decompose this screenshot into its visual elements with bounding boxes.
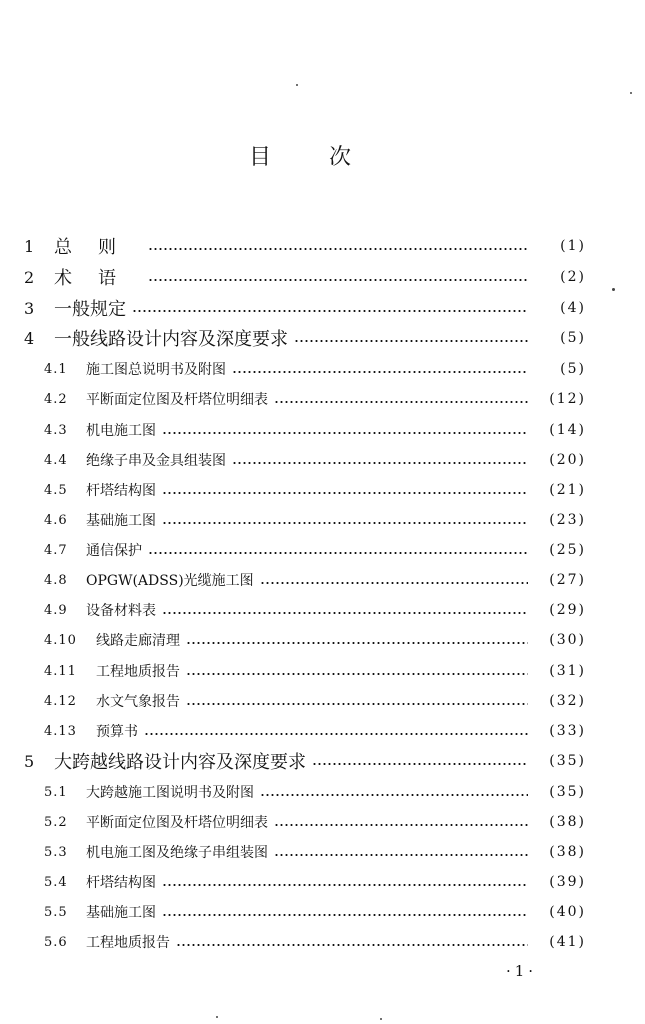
- entry-page: (35): [549, 753, 586, 769]
- toc-entry-5-6[interactable]: [44, 930, 586, 954]
- dot-leader: [294, 340, 528, 342]
- toc-entry-5-3[interactable]: [44, 840, 586, 864]
- entry-number: 3: [24, 298, 35, 318]
- toc-entry-5-4[interactable]: [44, 870, 586, 894]
- page-number: ·1·: [506, 962, 538, 980]
- entry-label: 大跨越施工图说明书及附图: [86, 785, 254, 801]
- toc-entry-4[interactable]: [24, 326, 586, 350]
- toc-entry-4-4[interactable]: [44, 448, 586, 472]
- scan-speck: [380, 1018, 382, 1020]
- entry-label: 术语: [54, 268, 142, 289]
- entry-page: (2): [560, 269, 586, 285]
- entry-page: (23): [549, 512, 586, 528]
- entry-page: (5): [560, 361, 586, 377]
- dot-leader: [274, 824, 528, 826]
- entry-number: 4: [24, 328, 35, 348]
- entry-label: 施工图总说明书及附图: [86, 362, 226, 378]
- entry-number: 4.9: [44, 602, 68, 618]
- entry-number: 5.4: [44, 874, 68, 890]
- dot-leader: [186, 642, 528, 644]
- entry-page: (30): [549, 632, 586, 648]
- entry-number: 4.2: [44, 391, 68, 407]
- entry-number: 4.7: [44, 542, 68, 558]
- entry-page: (12): [549, 391, 586, 407]
- entry-page: (39): [549, 874, 586, 890]
- dot-leader: [186, 673, 528, 675]
- toc-entry-4-6[interactable]: [44, 508, 586, 532]
- entry-number: 4.4: [44, 452, 68, 468]
- dot-leader: [162, 522, 528, 524]
- entry-number: 5.6: [44, 934, 68, 950]
- dot-leader: [232, 462, 528, 464]
- dot-leader: [260, 582, 528, 584]
- toc-entry-1[interactable]: [24, 234, 586, 258]
- toc-entry-4-2[interactable]: [44, 387, 586, 411]
- entry-label: 一般线路设计内容及深度要求: [54, 329, 288, 350]
- entry-page: (31): [549, 663, 586, 679]
- entry-label: 总则: [54, 237, 142, 258]
- entry-page: (35): [549, 784, 586, 800]
- entry-number: 4.10: [44, 632, 77, 648]
- entry-label: 杆塔结构图: [86, 483, 156, 499]
- entry-page: (29): [549, 602, 586, 618]
- scan-speck: [216, 1016, 218, 1018]
- toc-entry-4-1[interactable]: [44, 357, 586, 381]
- entry-page: (38): [549, 844, 586, 860]
- toc-entry-4-12[interactable]: [44, 689, 586, 713]
- entry-number: 4.1: [44, 361, 68, 377]
- entry-number: 4.13: [44, 723, 77, 739]
- entry-label: 设备材料表: [86, 603, 156, 619]
- dot-leader: [162, 612, 528, 614]
- entry-number: 5: [24, 751, 35, 771]
- entry-number: 4.6: [44, 512, 68, 528]
- entry-page: (38): [549, 814, 586, 830]
- entry-label: 机电施工图及绝缘子串组装图: [86, 845, 268, 861]
- toc-entry-4-7[interactable]: [44, 538, 586, 562]
- toc-entry-4-5[interactable]: [44, 478, 586, 502]
- entry-number: 4.11: [44, 663, 77, 679]
- entry-label: 机电施工图: [86, 423, 156, 439]
- page-title: 目次: [248, 145, 409, 170]
- toc-entry-4-11[interactable]: [44, 659, 586, 683]
- toc-entry-5-5[interactable]: [44, 900, 586, 924]
- entry-label: 绝缘子串及金具组装图: [86, 453, 226, 469]
- entry-page: (32): [549, 693, 586, 709]
- entry-number: 4.12: [44, 693, 77, 709]
- entry-number: 5.3: [44, 844, 68, 860]
- entry-label: 大跨越线路设计内容及深度要求: [54, 752, 306, 773]
- dot-leader: [148, 248, 528, 250]
- entry-page: (4): [560, 300, 586, 316]
- dot-leader: [162, 492, 528, 494]
- entry-label: 线路走廊清理: [96, 633, 180, 649]
- entry-label: 平断面定位图及杆塔位明细表: [86, 815, 268, 831]
- toc-entry-4-3[interactable]: [44, 418, 586, 442]
- toc-entry-2[interactable]: [24, 265, 586, 289]
- entry-label: 工程地质报告: [96, 664, 180, 680]
- dot-leader: [162, 884, 528, 886]
- entry-label: 平断面定位图及杆塔位明细表: [86, 392, 268, 408]
- dot-leader: [144, 733, 528, 735]
- entry-page: (41): [549, 934, 586, 950]
- dot-leader: [176, 944, 528, 946]
- entry-page: (5): [560, 330, 586, 346]
- entry-page: (1): [560, 238, 586, 254]
- dot-leader: [148, 552, 528, 554]
- entry-label: 杆塔结构图: [86, 875, 156, 891]
- entry-label: 基础施工图: [86, 905, 156, 921]
- entry-number: 1: [24, 236, 35, 256]
- entry-page: (20): [549, 452, 586, 468]
- dot-leader: [132, 310, 528, 312]
- entry-label: 工程地质报告: [86, 935, 170, 951]
- toc-entry-5-1[interactable]: [44, 780, 586, 804]
- dot-leader: [312, 763, 528, 765]
- dot-leader: [274, 854, 528, 856]
- entry-number: 5.1: [44, 784, 68, 800]
- entry-number: 4.8: [44, 572, 68, 588]
- toc-entry-4-13[interactable]: [44, 719, 586, 743]
- entry-label: OPGW(ADSS)光缆施工图: [86, 573, 254, 589]
- dot-leader: [162, 432, 528, 434]
- entry-page: (14): [549, 422, 586, 438]
- scan-speck: [630, 92, 632, 94]
- entry-page: (33): [549, 723, 586, 739]
- entry-number: 4.5: [44, 482, 68, 498]
- toc-entry-4-9[interactable]: [44, 598, 586, 622]
- dot-leader: [260, 794, 528, 796]
- entry-number: 5.5: [44, 904, 68, 920]
- entry-number: 4.3: [44, 422, 68, 438]
- entry-label: 一般规定: [54, 299, 126, 320]
- entry-page: (40): [549, 904, 586, 920]
- entry-number: 5.2: [44, 814, 68, 830]
- dot-leader: [148, 279, 528, 281]
- entry-page: (21): [549, 482, 586, 498]
- entry-page: (27): [549, 572, 586, 588]
- dot-leader: [274, 401, 528, 403]
- toc-entry-5-2[interactable]: [44, 810, 586, 834]
- entry-number: 2: [24, 267, 35, 287]
- scan-speck: [612, 288, 615, 291]
- entry-page: (25): [549, 542, 586, 558]
- dot-leader: [162, 914, 528, 916]
- entry-label: 基础施工图: [86, 513, 156, 529]
- toc-entry-4-8[interactable]: [44, 568, 586, 592]
- entry-label: 预算书: [96, 724, 138, 740]
- entry-label: 水文气象报告: [96, 694, 180, 710]
- entry-label: 通信保护: [86, 543, 142, 559]
- dot-leader: [232, 371, 528, 373]
- scan-speck: [296, 84, 298, 86]
- toc-entry-5[interactable]: [24, 749, 586, 773]
- toc-entry-3[interactable]: [24, 296, 586, 320]
- dot-leader: [186, 703, 528, 705]
- toc-entry-4-10[interactable]: [44, 628, 586, 652]
